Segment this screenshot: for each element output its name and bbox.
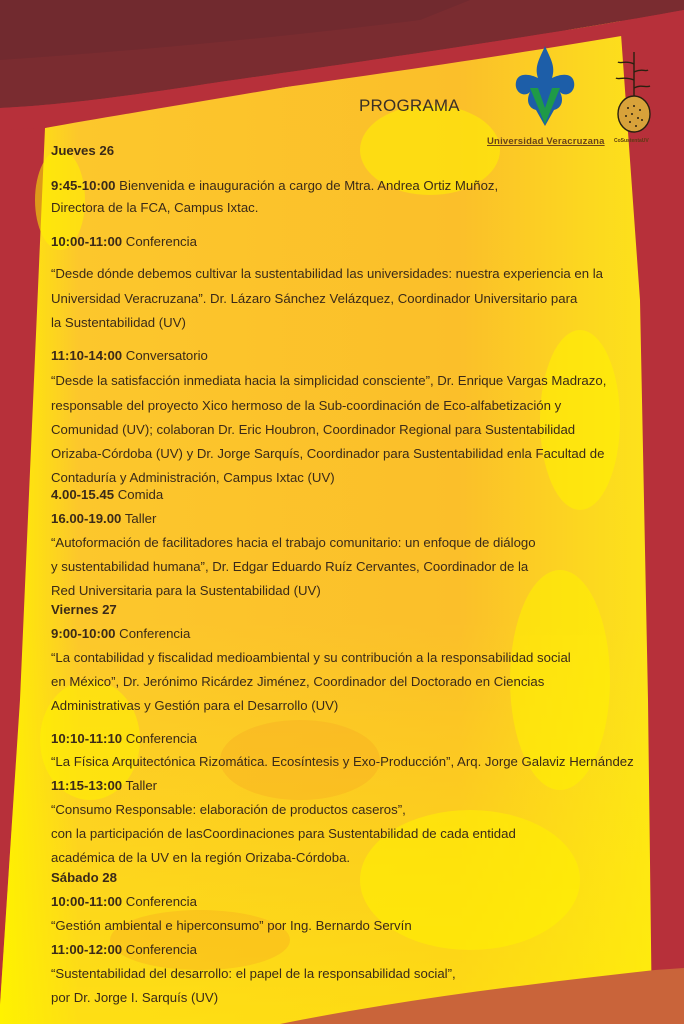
schedule-item (51, 731, 197, 747)
session-type: Comida (114, 487, 164, 502)
uv-flower-logo-icon (512, 44, 578, 128)
session-description: Red Universitaria para la Sustentabilidad (UV) (51, 583, 321, 598)
time-range: 4.00-15.45 (51, 487, 115, 502)
session-description: Administrativas y Gestión para el Desarrollo (UV) (51, 698, 339, 713)
day-heading: Jueves 26 (51, 143, 115, 158)
session-description: académica de la UV en la región Orizaba-Córdoba. (51, 850, 351, 865)
time-range: 11:00-12:00 (51, 942, 123, 957)
session-type: Conferencia (115, 626, 191, 641)
session-description: “Autoformación de facilitadores hacia el trabajo comunitario: un enfoque de diálogo (51, 535, 536, 550)
session-description: “Sustentabilidad del desarrollo: el papel de la responsabilidad social”, (51, 966, 456, 981)
schedule-item (51, 626, 190, 642)
session-description: por Dr. Jorge I. Sarquís (UV) (51, 990, 219, 1005)
time-range: 11:10-14:00 (51, 348, 123, 363)
session-description: “Gestión ambiental e hiperconsumo” por Ing. Bernardo Servín (51, 918, 412, 933)
schedule-item (51, 942, 197, 958)
session-description: responsable del proyecto Xico hermoso de la Sub-coordinación de Eco-alfabetización y (51, 398, 562, 413)
session-type: Conferencia (122, 234, 197, 249)
schedule-item (51, 778, 157, 794)
session-type: Conferencia (122, 942, 197, 957)
session-description: Universidad Veracruzana”. Dr. Lázaro Sánchez Velázquez, Coordinador Universitario para (51, 291, 578, 306)
time-range: 9:45-10:00 (51, 178, 116, 193)
schedule-item (51, 487, 163, 503)
session-type: Conferencia (122, 731, 197, 746)
session-description: Orizaba-Córdoba (UV) y Dr. Jorge Sarquís, Coordinador para Sustentabilidad enla Facultad de (51, 446, 605, 461)
session-type: Taller (121, 511, 157, 526)
schedule-item (51, 511, 156, 527)
session-description: y sustentabilidad humana”, Dr. Edgar Eduardo Ruíz Cervantes, Coordinador de la (51, 559, 529, 574)
session-description: Comunidad (UV); colaboran Dr. Eric Houbron, Coordinador Regional para Sustentabilidad (51, 422, 576, 437)
session-description: “La contabilidad y fiscalidad medioambiental y su contribución a la responsabilidad social (51, 650, 571, 665)
session-type: Conversatorio (122, 348, 208, 363)
cosustenta-logo-label: CoSustentaUV (614, 138, 649, 144)
session-description: Contaduría y Administración, Campus Ixtac (UV) (51, 470, 335, 485)
schedule-item (51, 234, 197, 250)
session-description: “Desde la satisfacción inmediata hacia la simplicidad consciente”, Dr. Enrique Vargas Madrazo, (51, 373, 607, 388)
cosustenta-plant-logo-icon (612, 50, 652, 136)
time-range: 10:10-11:10 (51, 731, 123, 746)
session-description: Directora de la FCA, Campus Ixtac. (51, 200, 259, 215)
session-type: Conferencia (122, 894, 197, 909)
session-description: la Sustentabilidad (UV) (51, 315, 186, 330)
program-title: PROGRAMA (359, 96, 460, 115)
session-type: Bienvenida e inauguración a cargo de Mtra. Andrea Ortiz Muñoz, (115, 178, 499, 193)
session-description: “Desde dónde debemos cultivar la sustentabilidad las universidades: nuestra experiencia en la (51, 266, 604, 281)
time-range: 11:15-13:00 (51, 778, 123, 793)
day-heading: Sábado 28 (51, 870, 117, 885)
schedule-item (51, 348, 208, 364)
session-description: “La Física Arquitectónica Rizomática. Ecosíntesis y Exo-Producción”, Arq. Jorge Galaviz Hernández (51, 754, 634, 769)
day-heading: Viernes 27 (51, 602, 117, 617)
session-description: “Consumo Responsable: elaboración de productos caseros”, (51, 802, 406, 817)
session-description: con la participación de lasCoordinaciones para Sustentabilidad de cada entidad (51, 826, 516, 841)
schedule-item (51, 178, 498, 194)
uv-logo-label: Universidad Veracruzana (487, 136, 605, 147)
time-range: 10:00-11:00 (51, 894, 123, 909)
session-description: en México”, Dr. Jerónimo Ricárdez Jiménez, Coordinador del Doctorado en Ciencias (51, 674, 545, 689)
session-type: Taller (122, 778, 158, 793)
time-range: 16.00-19.00 (51, 511, 122, 526)
time-range: 9:00-10:00 (51, 626, 116, 641)
time-range: 10:00-11:00 (51, 234, 123, 249)
schedule-item (51, 894, 197, 910)
